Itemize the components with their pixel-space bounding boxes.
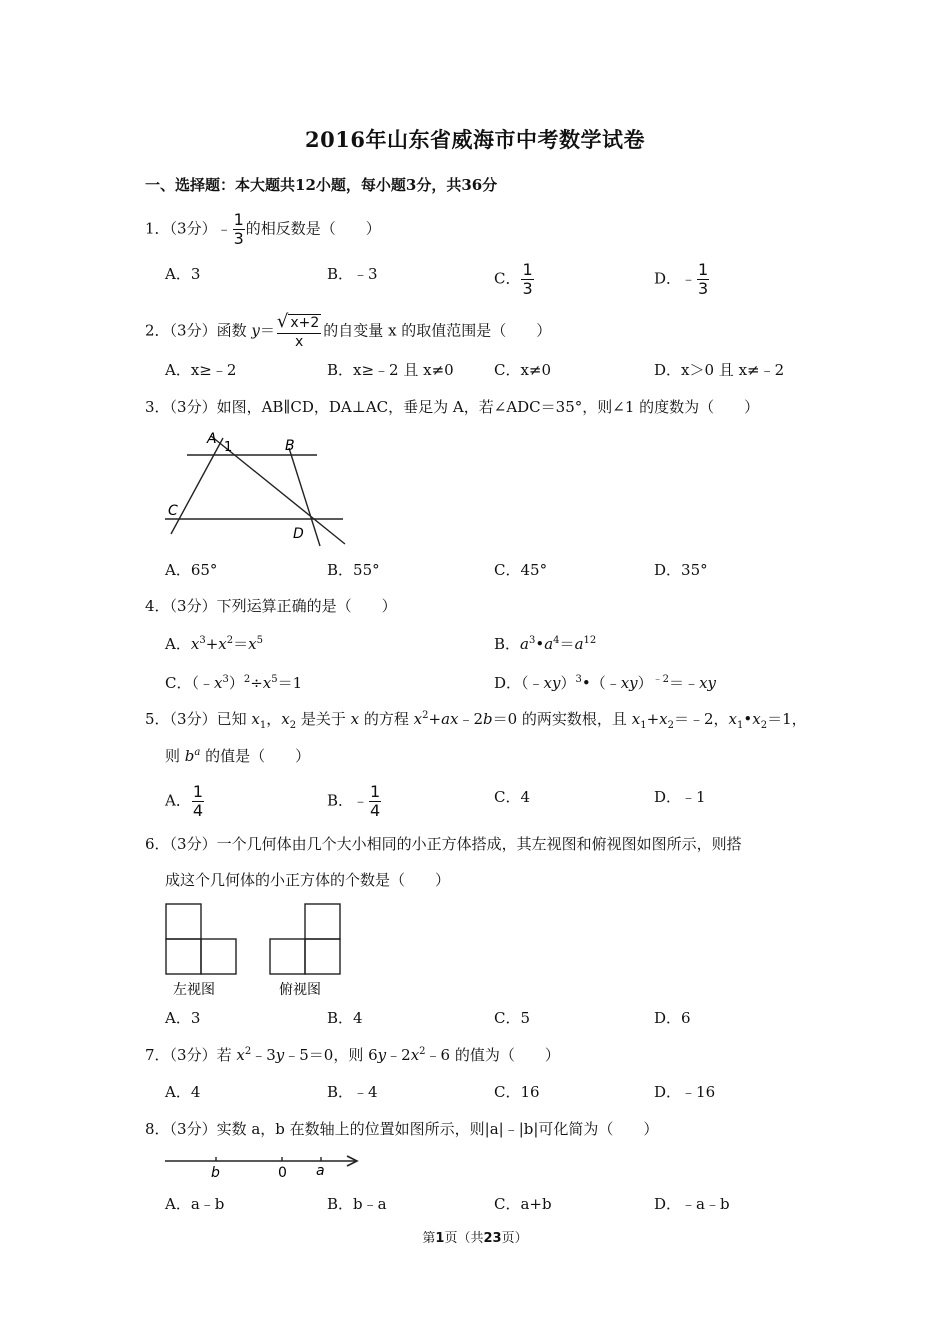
q2-option-a: A．x≥﹣2 [165,361,237,379]
fraction-numerator: 1 [370,782,381,801]
top-view-label: 俯视图 [279,982,321,998]
question-stem: 的相反数是（ ） [245,219,381,238]
question-score: （3分） [169,597,217,615]
page-footer [0,1227,950,1246]
q7-option-a: A．4 [165,1083,201,1101]
sqrt-fraction: √ x+2 x [276,311,320,350]
left-view-square-bottom-right [201,939,236,974]
q3-option-a: A．65° [165,561,218,579]
question-6-line2: 成这个几何体的小正方体的个数是（ ） [165,871,451,889]
q3-option-d: D．35° [654,561,708,579]
question-score: （3分） [169,710,217,728]
option-label: D．﹣ [654,269,697,288]
q1-option-b: B．﹣3 [327,265,378,283]
top-view-square-bottom-right [305,939,340,974]
q8-option-a: A．a﹣b [165,1195,225,1213]
footer-text: 页） [501,1231,528,1246]
question-stem: 一个几何体由几个大小相同的小正方体搭成，其左视图和俯视图如图所示，则搭 [216,835,742,853]
option-label: B．﹣ [327,791,369,810]
label-a: A [207,431,217,447]
fraction-one-third [521,262,533,297]
question-number: 5． [145,710,170,728]
question-stem: 如图，AB∥CD，DA⊥AC，垂足为 A，若∠ADC＝35°，则∠1 的度数为（ ） [216,398,760,416]
q6-option-c: C．5 [494,1009,531,1027]
question-number: 3． [145,398,170,416]
q4-option-d: D．（﹣xy）$^3$•（﹣xy）$^{﹣2}$＝﹣xy [494,674,716,692]
question-number: 8． [145,1120,170,1138]
option-label: C． [494,269,521,288]
q2-option-b: B．x≥﹣2 且 x≠0 [327,361,454,379]
question-number: 1． [145,219,170,238]
q1-option-d [654,262,710,297]
question-1 [145,212,815,247]
parallel-lines-figure [165,428,355,548]
fraction-denominator: 4 [192,801,204,820]
fraction-numerator: 1 [522,260,533,279]
q5-option-b [327,784,382,819]
question-5-line2: 则 $b^a$ 的值是（ ） [165,747,311,765]
left-view-drawing [166,904,236,974]
current-page-number: 1 [435,1231,445,1246]
question-3 [145,397,815,417]
q7-option-d: D．﹣16 [654,1083,716,1101]
left-view-label: 左视图 [173,982,215,998]
question-7 [145,1045,815,1065]
fraction-numerator: 1 [192,782,204,801]
question-score: （3分） [169,1046,217,1064]
q2-option-c: C．x≠0 [494,361,552,379]
total-page-count: 23 [483,1231,502,1246]
minus-sign: ﹣ [216,219,232,238]
question-stem: 下列运算正确的是（ ） [216,597,397,615]
q5-option-d: D．﹣1 [654,788,706,806]
q2-option-d: D．x＞0 且 x≠﹣2 [654,361,785,379]
q7-option-b: B．﹣4 [327,1083,378,1101]
question-5 [145,709,825,729]
question-8 [145,1119,815,1139]
fraction-denominator: 3 [522,279,533,298]
question-6 [145,834,825,854]
footer-text: 页（共 [444,1231,484,1246]
label-0: 0 [278,1165,287,1181]
label-b: B [285,438,295,454]
label-a: a [316,1163,325,1179]
fraction-one-quarter [369,784,381,819]
stem-prefix: 则 [165,747,185,765]
q5-option-a [165,784,205,819]
fraction-one-third [233,212,245,247]
footer-text: 第 [422,1231,436,1246]
fraction-one-quarter [192,784,204,819]
q8-option-c: C．a+b [494,1195,552,1213]
q4-option-b: B．$a^3•a^4=a^{12}$ [494,635,597,653]
label-angle-1: 1 [224,440,233,455]
stem-prefix: 函数 [216,321,252,340]
question-score: （3分） [169,219,217,238]
question-2: 2．（3分）函数 y＝ √ x+2 x 的自变量 x 的取值范围是（ ） [145,311,552,350]
question-number: 7． [145,1046,170,1064]
stem-suffix: 的值是（ ） [200,747,311,765]
question-stem: 若 $x^2﹣3y﹣5=0$，则 $6y﹣2x^2﹣6$ 的值为（ ） [216,1046,560,1064]
q8-option-d: D．﹣a﹣b [654,1195,730,1213]
q4-option-c: C．$(﹣x^3)^2\div x^5=1$ [165,674,303,692]
three-view-figure [163,900,348,1000]
q3-option-c: C．45° [494,561,548,579]
page-title: 2016年山东省威海市中考数学试卷 [305,127,645,152]
top-view-square-bottom-left [270,939,305,974]
q8-option-b: B．b﹣a [327,1195,387,1213]
question-number: 4． [145,597,170,615]
fraction-denominator: 3 [233,229,244,248]
question-stem: 已知 $x_1$，$x_2$ 是关于 x 的方程 $x^2+ax﹣2b=0$ 的两实数根，且 $x_1+x_2=﹣2$，$x_1•x_2=1$， [216,710,807,731]
fraction-numerator: 1 [233,210,244,229]
q1-option-a: A．3 [165,265,201,283]
question-4 [145,596,815,616]
fraction-denominator: 4 [370,801,381,820]
q3-option-b: B．55° [327,561,380,579]
question-score: （3分） [169,1120,217,1138]
question-score: （3分） [169,398,217,416]
number-line-figure [163,1150,363,1182]
section-heading: 一、选择题：本大题共12小题，每小题3分，共36分 [145,176,498,194]
fraction-denominator: 3 [698,279,709,298]
question-number: 2． [145,321,170,340]
q1-option-c [494,262,535,297]
q5-option-c: C．4 [494,788,531,806]
q7-option-c: C．16 [494,1083,540,1101]
left-view-square-bottom-left [166,939,201,974]
question-stem: 实数 a，b 在数轴上的位置如图所示，则|a|﹣|b|可化简为（ ） [216,1120,659,1138]
question-score: （3分） [169,321,217,340]
question-number: 6． [145,835,170,853]
question-score: （3分） [169,835,217,853]
label-c: C [168,503,178,519]
top-view-square-top [305,904,340,939]
left-view-square-top [166,904,201,939]
q6-option-a: A．3 [165,1009,201,1027]
q4-option-a: A．$x^3+x^2=x^5$ [165,635,263,653]
top-view-drawing [270,904,340,974]
q6-option-b: B．4 [327,1009,363,1027]
radicand: x+2 [290,315,320,331]
option-label: A． [165,791,191,810]
label-d: D [293,526,304,542]
q6-option-d: D．6 [654,1009,691,1027]
fraction-denominator: x [294,334,304,350]
question-stem: 的自变量 x 的取值范围是（ ） [323,321,552,340]
label-b: b [211,1165,220,1181]
fraction-numerator: 1 [698,260,709,279]
fraction-one-third [697,262,709,297]
